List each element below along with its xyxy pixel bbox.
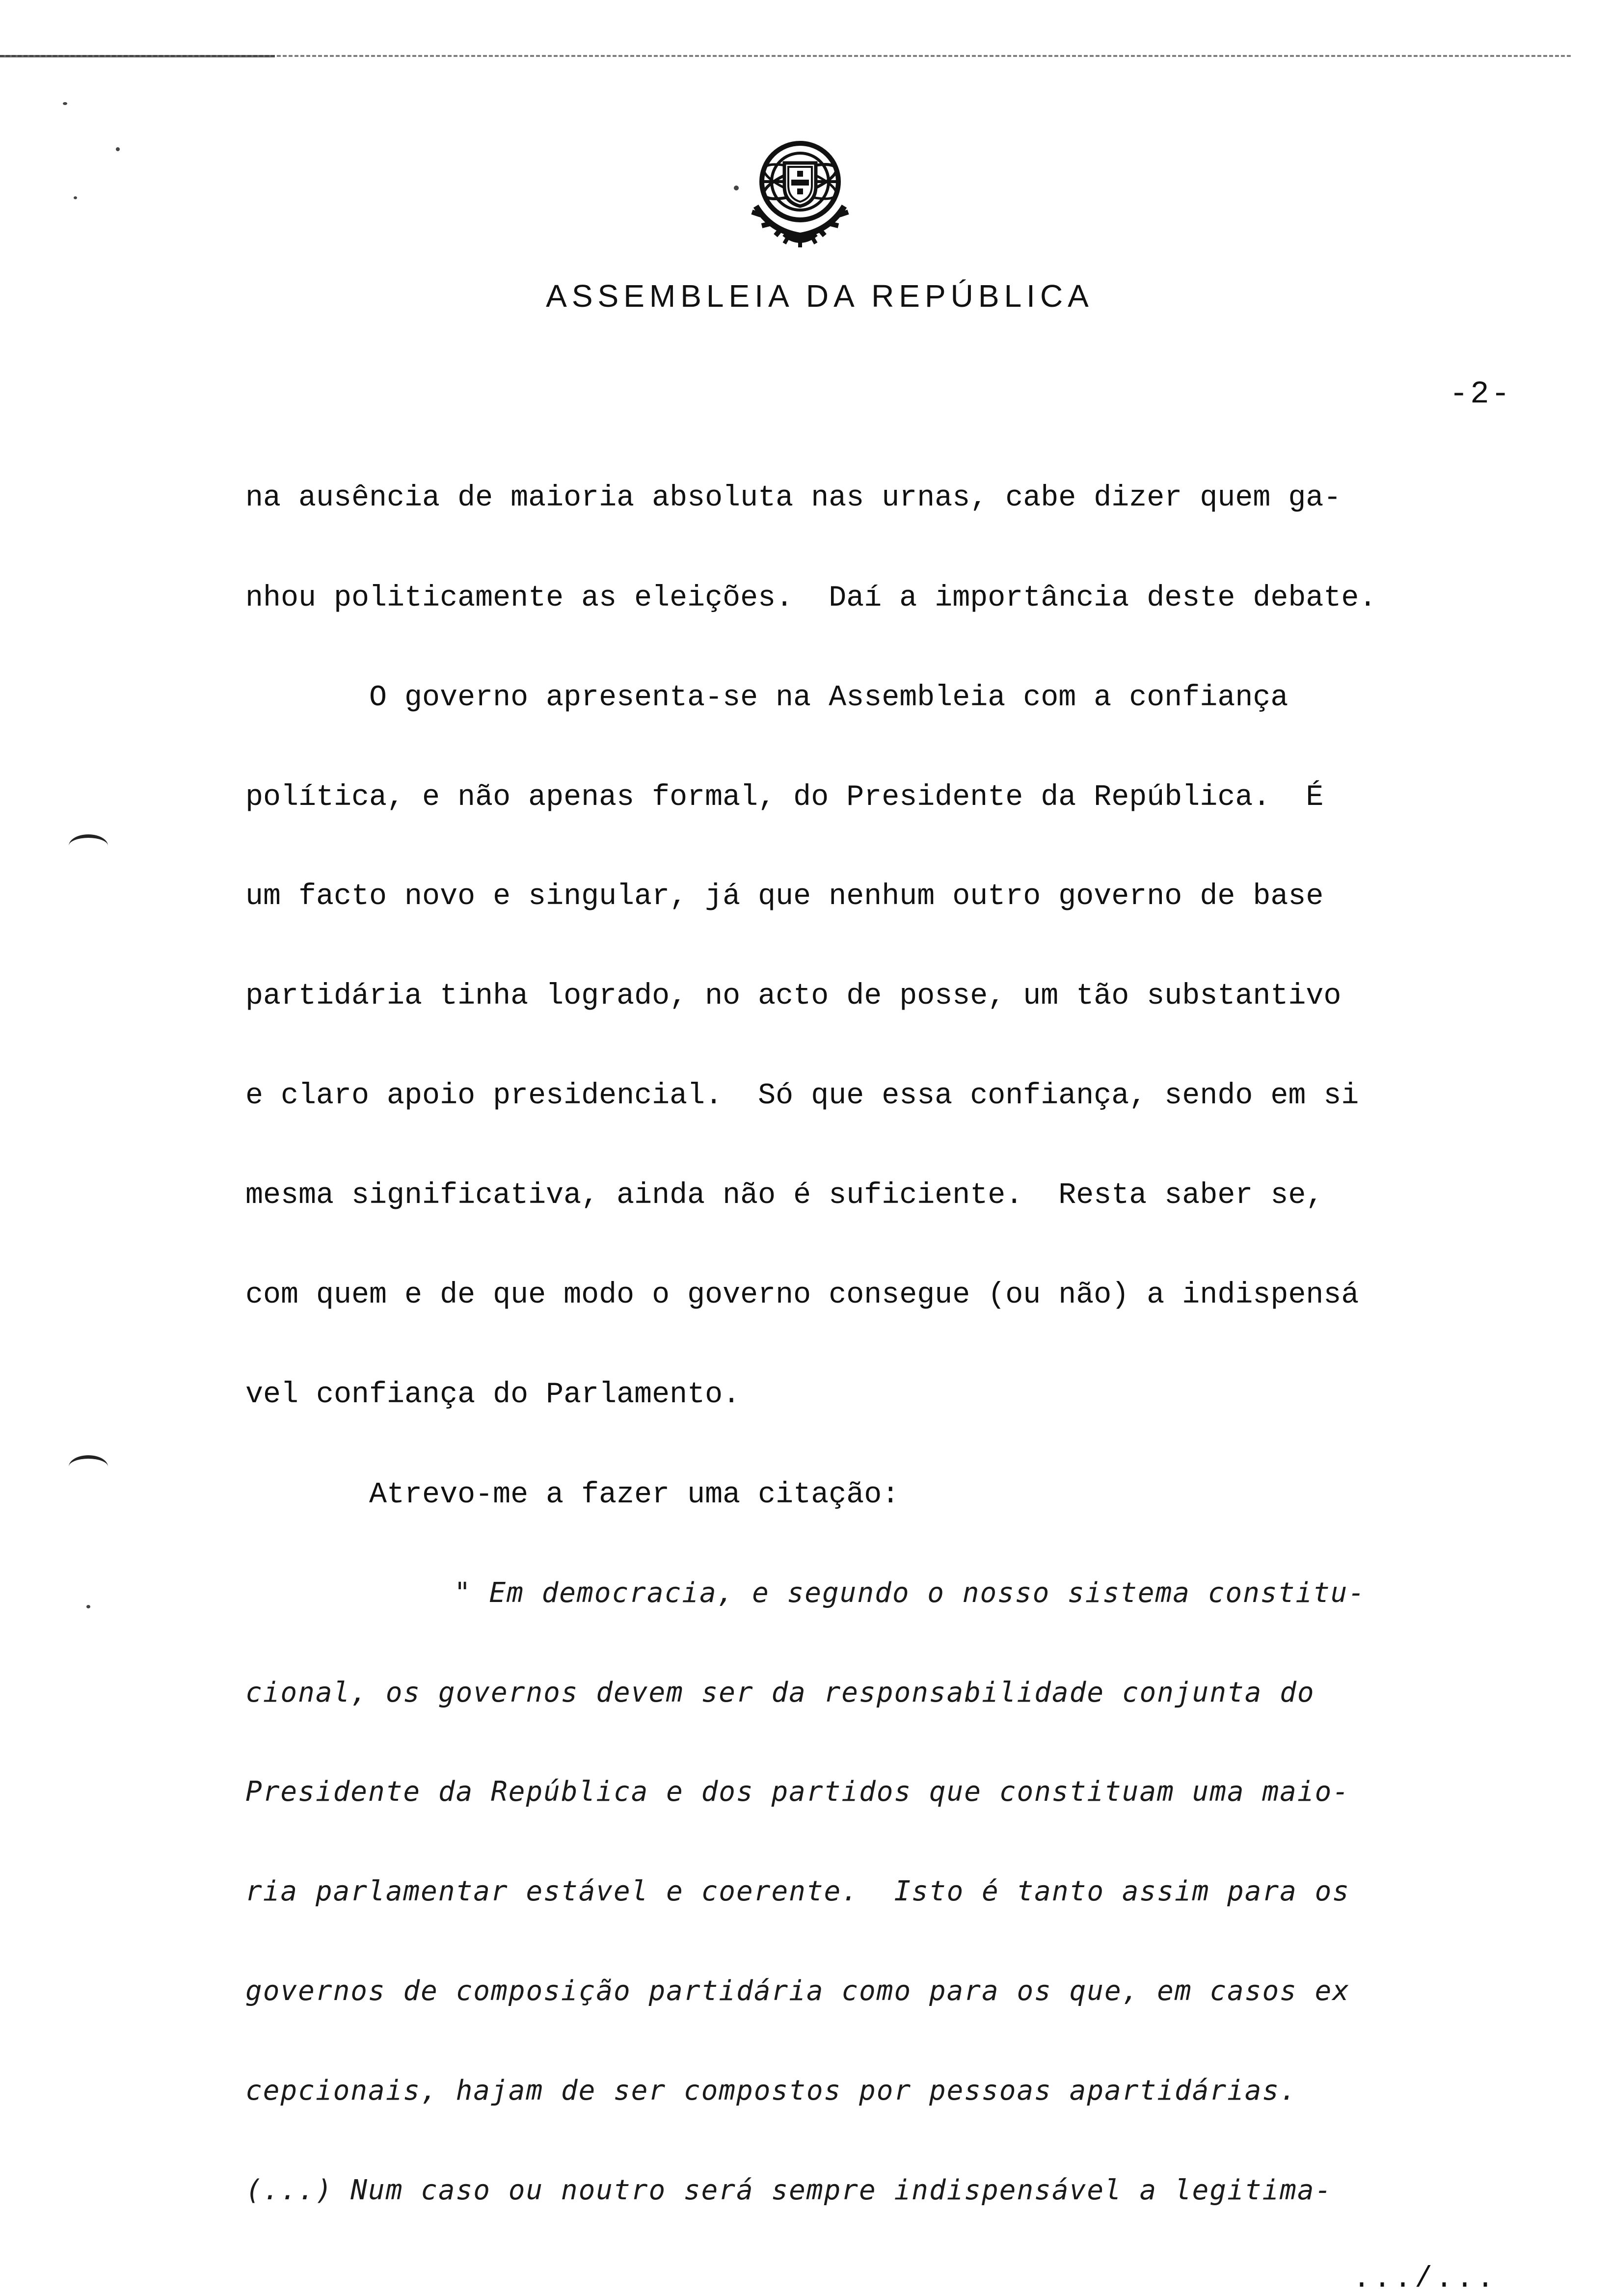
- body-line: partidária tinha logrado, no acto de posse, um tão substantivo: [245, 980, 1342, 1013]
- page-number: -2-: [1449, 377, 1512, 412]
- continuation-mark: .../...: [1352, 2263, 1497, 2296]
- hole-punch-mark: [69, 834, 108, 857]
- body-line: O governo apresenta-se na Assembleia com a confiança: [245, 681, 1288, 715]
- quote-line: (...) Num caso ou noutro será sempre indispensável a legitima-: [245, 2174, 1333, 2206]
- hole-punch-mark: [69, 1455, 108, 1478]
- quote-line: cional, os governos devem ser da responsabilidade conjunta do: [245, 1677, 1315, 1709]
- quote-line: Presidente da República e dos partidos que constituam uma maio-: [245, 1776, 1350, 1808]
- quote-line: cepcionais, hajam de ser compostos por pessoas apartidárias.: [245, 2075, 1297, 2107]
- body-line: na ausência de maioria absoluta nas urnas, cabe dizer quem ga-: [245, 481, 1342, 515]
- body-line: com quem e de que modo o governo consegue (ou não) a indispensá: [245, 1279, 1359, 1312]
- stray-mark: [74, 196, 77, 199]
- body-line: vel confiança do Parlamento.: [245, 1378, 741, 1412]
- quote-line: ria parlamentar estável e coerente. Isto é tanto assim para os: [245, 1875, 1350, 1907]
- stray-mark: [116, 147, 120, 151]
- scan-artifact-line-solid: [0, 55, 275, 57]
- body-line: política, e não apenas formal, do Presidente da República. É: [245, 781, 1324, 814]
- quote-line: " Em democracia, e segundo o nosso sistema constitu-: [454, 1577, 1366, 1609]
- body-line: Atrevo-me a fazer uma citação:: [245, 1478, 900, 1512]
- body-line: e claro apoio presidencial. Só que essa confiança, sendo em si: [245, 1079, 1359, 1113]
- quote-line: governos de composição partidária como para os que, em casos ex: [245, 1975, 1350, 2007]
- body-line: mesma significativa, ainda não é suficiente. Resta saber se,: [245, 1179, 1324, 1212]
- stray-mark: [86, 1605, 90, 1608]
- header-title: ASSEMBLEIA DA REPÚBLICA: [546, 278, 1094, 314]
- stray-mark: [63, 102, 67, 105]
- coat-of-arms-icon: [726, 133, 874, 250]
- body-line: nhou politicamente as eleições. Daí a importância deste debate.: [245, 582, 1377, 615]
- body-line: um facto novo e singular, já que nenhum outro governo de base: [245, 880, 1324, 913]
